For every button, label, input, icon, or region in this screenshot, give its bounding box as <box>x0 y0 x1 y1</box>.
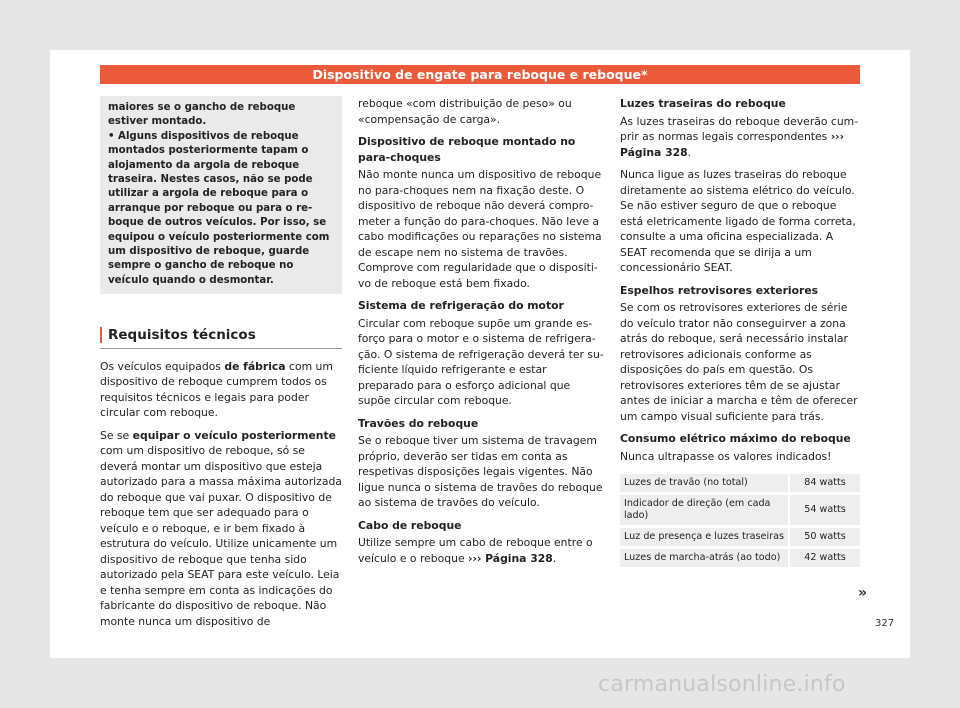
callout-bullet: • Alguns dispositivos de reboque montados posteriormente tapam o alojamento da argola de reboque traseira. Nestes casos, não se pode utilizar a argola de reboque para o arranque por reboque ou para o reboque de outros veículos. Por isso, se equipou o veículo posteriormente com um dispositivo de reboque, guarde sempre o gancho de reboque no veículo quando o desmontar. <box>108 130 330 286</box>
warning-callout <box>100 96 342 294</box>
page-reference-link[interactable]: ››› Página 328 <box>620 130 845 159</box>
table-cell-label: Indicador de direção (em cada lado) <box>620 495 788 525</box>
table-cell-value: 84 watts <box>788 474 860 492</box>
column-3 <box>620 96 860 570</box>
heading-brakes: Travões do reboque <box>358 416 479 430</box>
heading-cooling: Sistema de refrigeração do motor <box>358 299 564 312</box>
paragraph-factory: Os veículos equipados de fábrica com um dispositivo de reboque cumprem todos os requisitos técnicos e legais para poder circular com reboque. <box>100 359 333 420</box>
column-2 <box>358 96 604 573</box>
callout-intro: maiores se o gancho de reboque estiver montado. <box>108 102 296 128</box>
paragraph-tail-lights-warning: Nunca ligue as luzes traseiras do reboque diretamente ao sistema elétrico do veículo. Se não estiver seguro de que o reboque está eletricamente ligado de forma correta, consulte a uma oficina especializada. A SEAT recomenda que se dirija a um concessionário SEAT. <box>620 168 856 274</box>
table-cell-label: Luz de presença e luzes traseiras <box>620 528 788 546</box>
table-cell-label: Luzes de marcha-atrás (ao todo) <box>620 549 788 567</box>
column-1 <box>100 96 342 636</box>
table-cell-value: 54 watts <box>788 495 860 525</box>
paragraph-tail-lights: As luzes traseiras do reboque deverão cumprir as normas legais correspondentes ››› Página 328. <box>620 114 859 159</box>
heading-mirrors: Espelhos retrovisores exteriores <box>620 283 819 297</box>
table-row <box>620 495 860 525</box>
page-reference-link[interactable]: ››› Página 328 <box>468 551 553 565</box>
power-table <box>620 471 860 570</box>
paragraph-cooling: Circular com reboque supõe um grande esforço para o motor e o sistema de refrigeração. O sistema de refrigeração deverá ter suficiente líquido refrigerante e estar preparado para o esforço adicional que supõe circular com reboque. <box>358 316 604 407</box>
paragraph-mirrors: Se com os retrovisores exteriores de série do veículo trator não conseguirver a zona atrás do reboque, será necessário instalar retrovisores adicionais conforme as disposições do país em questão. Os retrovisores exteriores têm de se ajustar antes de iniciar a marcha e têm de oferecer um campo visual suficiente para trás. <box>620 301 858 423</box>
continue-arrow-icon: » <box>858 585 868 601</box>
page-number: 327 <box>875 618 895 629</box>
table-cell-label: Luzes de travão (no total) <box>620 474 788 492</box>
paragraph-power: Nunca ultrapasse os valores indicados! <box>620 449 832 463</box>
table-row <box>620 474 860 492</box>
table-row <box>620 549 860 567</box>
paragraph-retrofit: Se se equipar o veículo posteriormente com um dispositivo de reboque, só se deverá montar um dispositivo que esteja autorizado para a massa máxima autorizada do reboque que vai puxar. O dispositivo de reboque tem que ser adequado para o veículo e o reboque, e ir bem fixado à estrutura do veículo. Utilize unicamente um dispositivo de reboque que tenha sido autorizado pela SEAT para este veículo. Leia e tenha sempre em conta as indicações do fabricante do dispositivo de reboque. Não monte nunca um dispositivo de <box>100 428 342 628</box>
heading-tail-lights: Luzes traseiras do reboque <box>620 97 786 110</box>
section-title <box>100 328 342 349</box>
heading-cable: Cabo de reboque <box>358 518 462 532</box>
bold-factory: de fábrica <box>224 359 286 373</box>
table-cell-value: 50 watts <box>788 528 860 546</box>
paragraph-brakes: Se o reboque tiver um sistema de travagem próprio, deverão ser tidas em conta as respetivas disposições legais vigentes. Não ligue nunca o sistema de travões do reboque ao sistema de travões do veículo. <box>358 434 603 509</box>
bold-retrofit: equipar o veículo posteriormente <box>132 428 336 442</box>
watermark: carmanualsonline.info <box>598 672 846 697</box>
heading-bumper: Dispositivo de reboque montado no para-choques <box>358 135 576 164</box>
paragraph-continuation: reboque «com distribuição de peso» ou «compensação de carga». <box>358 97 572 126</box>
page-header: Dispositivo de engate para reboque e reboque* <box>100 65 860 84</box>
heading-power: Consumo elétrico máximo do reboque <box>620 432 851 445</box>
manual-page <box>50 50 910 658</box>
table-row <box>620 528 860 546</box>
section-title-text: Requisitos técnicos <box>100 327 256 343</box>
paragraph-cable: Utilize sempre um cabo de reboque entre o veículo e o reboque ››› Página 328. <box>358 536 593 565</box>
paragraph-bumper: Não monte nunca um dispositivo de reboque no para-choques nem na fixação deste. O dispositivo de reboque não deverá comprometer a função do para-choques. Não leve a cabo modificações ou reparações no sistema de escape nem no sistema de travões. Comprove com regularidade que o dispositivo de reboque está bem fixado. <box>358 168 602 290</box>
table-cell-value: 42 watts <box>788 549 860 567</box>
